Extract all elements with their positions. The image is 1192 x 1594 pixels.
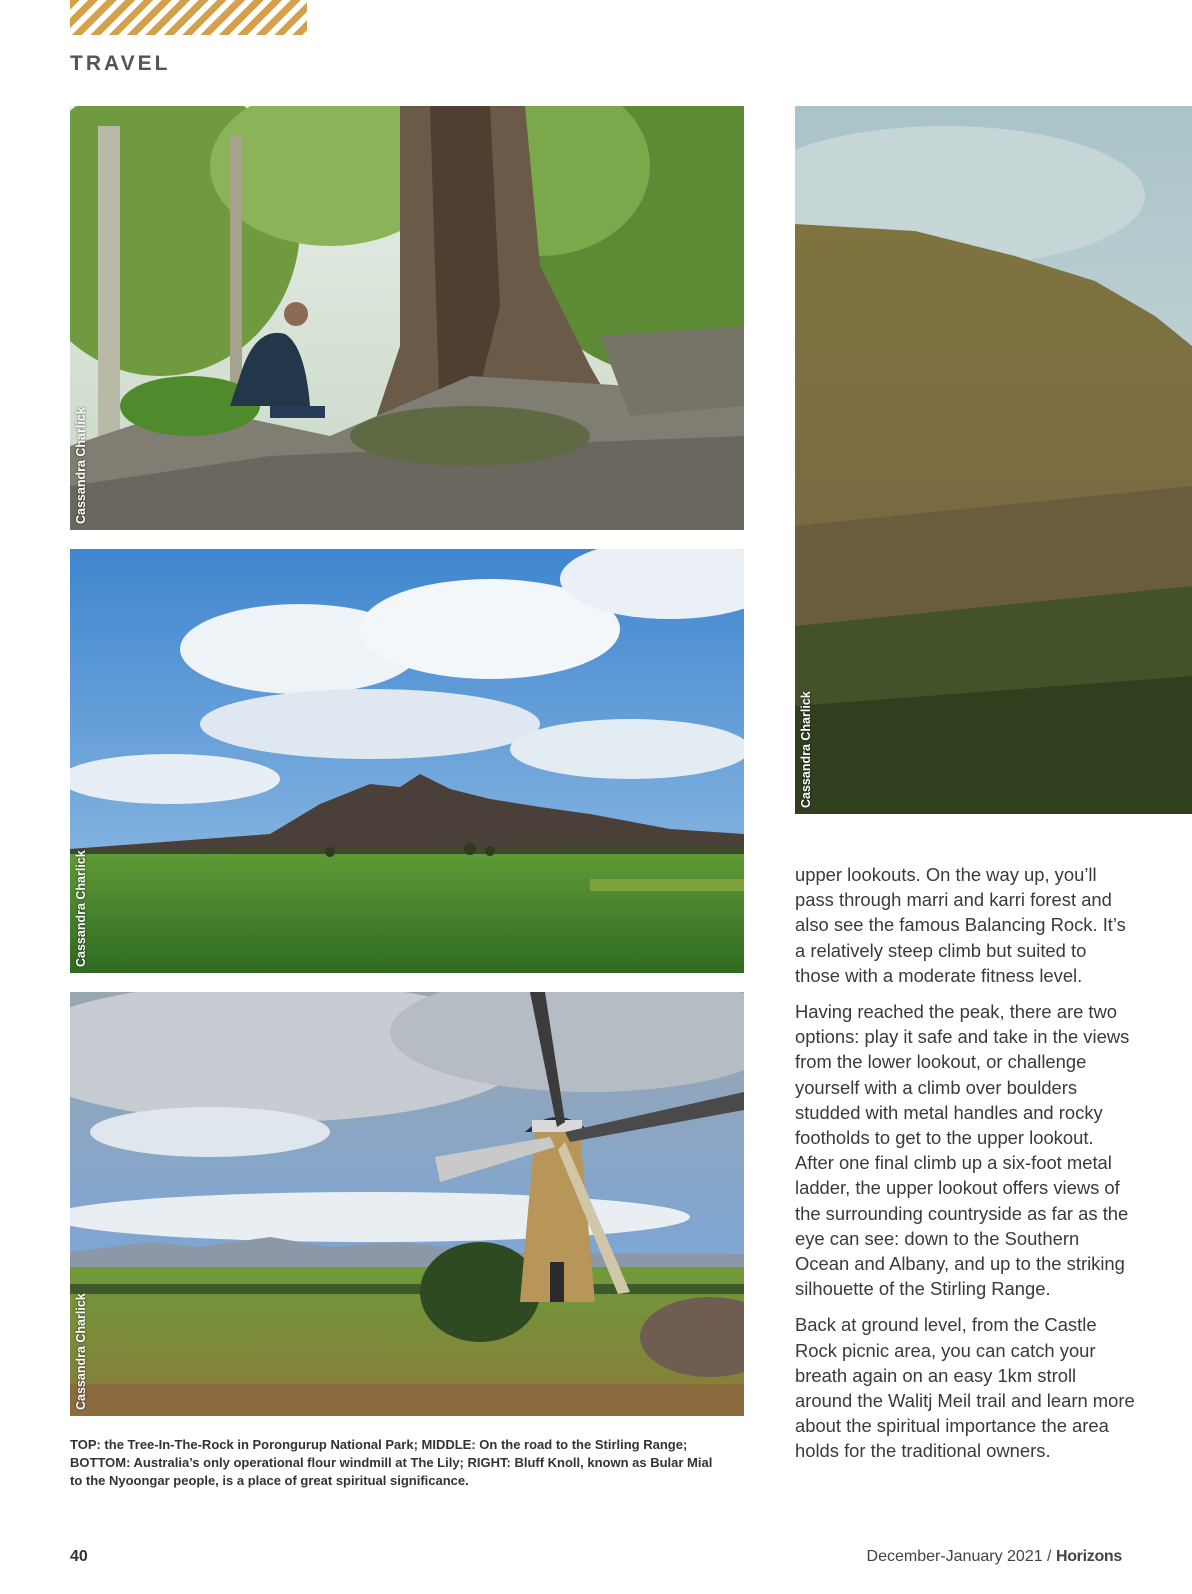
caption-line: to the Nyoongar people, is a place of great spiritual significance.: [70, 1473, 469, 1488]
decorative-stripe: [70, 0, 307, 35]
paragraph: Back at ground level, from the Castle Rock picnic area, you can catch your breath again on an easy 1km stroll around the Walitj Meil trail and learn more about the spiritual importance the area holds for the traditional owners.: [795, 1314, 1135, 1462]
photo-tree-in-rock: [70, 106, 744, 530]
photo-windmill: [70, 992, 744, 1416]
photo-caption: [70, 1436, 730, 1490]
paragraph: Having reached the peak, there are two options: play it safe and take in the views from the lower lookout, or challenge yourself with a climb over boulders studded with metal handles and rocky footholds to get to the upper lookout. After one final climb up a six-foot metal ladder, the upper lookout offers views of the surrounding countryside as far as the eye can see: down to the Southern Ocean and Albany, and up to the striking silhouette of the Stirling Range.: [795, 1001, 1130, 1300]
photo-credit: Cassandra Charlick: [74, 407, 88, 524]
section-label: TRAVEL: [70, 52, 171, 75]
paragraph: upper lookouts. On the way up, you’ll pass through marri and karri forest and also see the famous Balancing Rock. It’s a relatively steep climb but suited to those with a moderate fitness level.: [795, 864, 1126, 986]
photo-credit: Cassandra Charlick: [74, 850, 88, 967]
photo-bluff-knoll: [795, 106, 1192, 814]
publication-name: Horizons: [1055, 1548, 1122, 1565]
issue-info: [867, 1548, 1122, 1566]
photo-stirling-range: [70, 549, 744, 973]
caption-line: TOP: the Tree-In-The-Rock in Porongurup National Park; MIDDLE: On the road to the Stirling Range;: [70, 1437, 688, 1452]
issue-date: December-January 2021 /: [866, 1548, 1056, 1565]
page-number: 40: [70, 1548, 88, 1565]
photo-credit: Cassandra Charlick: [74, 1293, 88, 1410]
article-body: [795, 862, 1135, 1475]
caption-line: BOTTOM: Australia’s only operational flour windmill at The Lily; RIGHT: Bluff Knoll, known as Bular Mial: [70, 1455, 713, 1470]
photo-credit: Cassandra Charlick: [799, 691, 813, 808]
